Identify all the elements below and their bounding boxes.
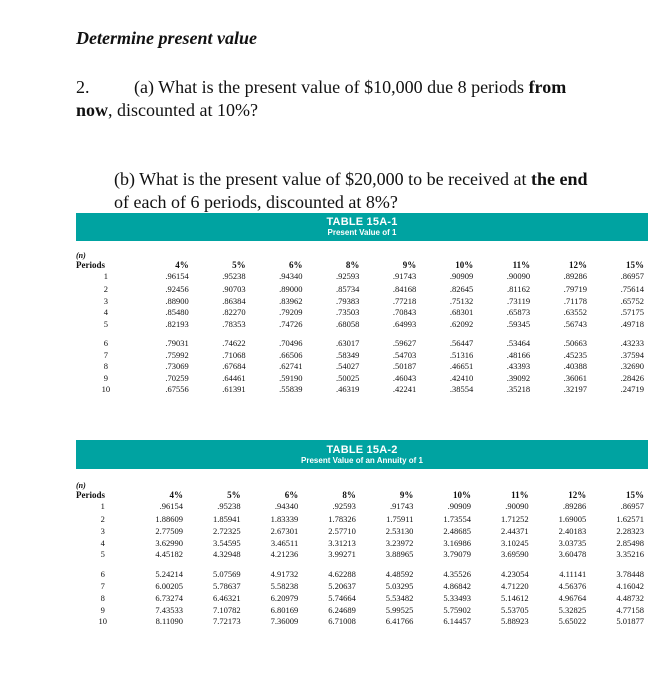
part-b-suffix: of each of 6 periods, discounted at 8%? (114, 192, 398, 212)
value-cell: 3.78448 (616, 569, 644, 580)
table1-grid (76, 251, 648, 396)
value-cell: 6.24689 (328, 604, 356, 615)
periods-label: Periods (76, 260, 105, 270)
table-row (76, 581, 648, 593)
value-cell: 1.71252 (501, 514, 529, 524)
value-cell: 5.20637 (328, 580, 356, 591)
period-cell: 1 (100, 501, 105, 512)
value-cell: .62092 (449, 318, 474, 329)
value-cell: 2.40183 (558, 525, 587, 536)
value-cell: .57175 (620, 307, 644, 317)
rate-column-header: 15% (626, 260, 644, 270)
value-cell: 3.69590 (501, 549, 529, 560)
value-cell: .79031 (165, 338, 189, 348)
value-cell: 1.78326 (328, 514, 356, 524)
part-b-prefix: (b) What is the present value of $20,000 to be received at (114, 169, 527, 189)
value-cell: .74726 (279, 318, 303, 329)
period-cell: 6 (100, 569, 105, 580)
table2-title: TABLE 15A-2 (326, 444, 398, 456)
value-cell: 6.80169 (270, 604, 299, 615)
rate-column-header: 4% (175, 260, 189, 270)
value-cell: .59345 (506, 318, 531, 329)
value-cell: .51316 (449, 349, 474, 360)
value-cell: .42241 (392, 384, 417, 394)
period-cell: 2 (100, 514, 105, 524)
value-cell: 1.75911 (386, 514, 414, 524)
value-cell: .86384 (222, 295, 246, 306)
value-cell: 3.54595 (212, 537, 241, 548)
table-row (76, 296, 648, 308)
value-cell: .63017 (336, 338, 360, 348)
value-cell: .32690 (620, 361, 644, 371)
value-cell: .73119 (507, 295, 531, 306)
value-cell: .95238 (217, 501, 241, 512)
rate-column-header: 15% (626, 490, 644, 500)
value-cell: 3.23972 (385, 537, 414, 548)
rate-column-header: 11% (512, 260, 531, 270)
value-cell: .59627 (392, 338, 417, 348)
value-cell: .68301 (449, 307, 474, 317)
table-row (76, 384, 648, 396)
value-cell: .77218 (392, 295, 417, 306)
value-cell: .92593 (332, 501, 356, 512)
value-cell: .28426 (620, 372, 644, 383)
table-row (76, 526, 648, 538)
rate-column-header: 5% (232, 260, 246, 270)
value-cell: 4.71220 (501, 580, 529, 591)
value-cell: .94340 (274, 501, 299, 512)
table2-header-row (76, 481, 648, 500)
value-cell: 4.48732 (616, 592, 644, 603)
period-cell: 5 (103, 318, 109, 329)
period-cell: 7 (100, 580, 105, 591)
period-cell: 9 (100, 604, 105, 615)
value-cell: .71178 (563, 295, 587, 306)
value-cell: .90090 (506, 271, 531, 282)
table2-title-bar (76, 440, 648, 469)
table1-header-row (76, 251, 648, 270)
value-cell: .81162 (507, 284, 531, 294)
value-cell: 6.46321 (212, 592, 241, 603)
table1-title-bar (76, 213, 648, 241)
question-number: 2. (76, 77, 90, 97)
value-cell: .58349 (336, 349, 360, 360)
value-cell: .82645 (449, 284, 474, 294)
value-cell: .46651 (449, 361, 474, 371)
value-cell: .79383 (336, 295, 360, 306)
value-cell: .63552 (563, 307, 587, 317)
table-row (76, 330, 648, 350)
value-cell: .94340 (279, 271, 303, 282)
value-cell: .66506 (279, 349, 303, 360)
value-cell: .55839 (279, 384, 303, 394)
value-cell: 3.03735 (558, 537, 587, 548)
value-cell: .37594 (620, 349, 644, 360)
value-cell: 7.10782 (212, 604, 241, 615)
value-cell: 4.56376 (558, 580, 587, 591)
value-cell: .73069 (165, 361, 189, 371)
value-cell: .75992 (165, 349, 189, 360)
value-cell: .54027 (336, 361, 360, 371)
value-cell: .56447 (449, 338, 474, 348)
value-cell: .68058 (336, 318, 360, 329)
value-cell: 6.73274 (155, 592, 183, 603)
value-cell: 5.24214 (155, 569, 183, 580)
value-cell: 5.07569 (212, 569, 241, 580)
table-row (76, 500, 648, 514)
value-cell: 5.14612 (501, 592, 529, 603)
value-cell: .82270 (222, 307, 246, 317)
value-cell: 4.21236 (270, 549, 299, 560)
value-cell: .43393 (506, 361, 531, 371)
table-row (76, 514, 648, 526)
value-cell: .79209 (279, 307, 303, 317)
value-cell: .67556 (165, 384, 189, 394)
period-cell: 3 (100, 525, 105, 536)
value-cell: .65873 (506, 307, 531, 317)
value-cell: 5.74664 (328, 592, 356, 603)
period-cell: 9 (103, 372, 109, 383)
value-cell: .89286 (563, 271, 587, 282)
table-row (76, 319, 648, 331)
value-cell: .70843 (392, 307, 417, 317)
value-cell: 4.96764 (558, 592, 587, 603)
table-row (76, 270, 648, 284)
value-cell: 5.75902 (443, 604, 472, 615)
value-cell: 5.65022 (558, 616, 587, 627)
value-cell: 5.53705 (501, 604, 529, 615)
value-cell: 2.72325 (212, 525, 241, 536)
rate-column-header: 6% (289, 260, 303, 270)
value-cell: 7.72173 (212, 616, 241, 627)
value-cell: .84168 (392, 284, 417, 294)
rate-column-header: 8% (345, 260, 360, 270)
table-row (76, 284, 648, 296)
value-cell: .92593 (336, 271, 360, 282)
value-cell: .56743 (563, 318, 587, 329)
value-cell: 3.10245 (501, 537, 529, 548)
periods-header (76, 251, 136, 270)
value-cell: 6.41766 (385, 616, 414, 627)
period-cell: 10 (98, 616, 107, 627)
value-cell: 4.48592 (385, 569, 414, 580)
value-cell: 3.60478 (558, 549, 587, 560)
value-cell: .50663 (563, 338, 587, 348)
table-row (76, 549, 648, 561)
value-cell: .96154 (165, 271, 189, 282)
question-part-a (76, 76, 596, 122)
value-cell: 3.99271 (328, 549, 356, 560)
value-cell: 3.35216 (616, 549, 644, 560)
rate-column-header: 9% (399, 490, 414, 500)
value-cell: 4.32948 (212, 549, 241, 560)
value-cell: .46043 (392, 372, 417, 383)
value-cell: 5.01877 (616, 616, 644, 627)
value-cell: .71068 (222, 349, 246, 360)
value-cell: .54703 (392, 349, 417, 360)
value-cell: .73503 (336, 307, 360, 317)
value-cell: 2.53130 (385, 525, 414, 536)
value-cell: .46319 (336, 384, 360, 394)
periods-header (76, 481, 129, 500)
rate-column-header: 6% (284, 490, 299, 500)
value-cell: .38554 (449, 384, 474, 394)
value-cell: 2.77509 (155, 525, 183, 536)
rate-column-header: 10% (453, 490, 472, 500)
table1-subtitle: Present Value of 1 (327, 228, 397, 237)
value-cell: .90090 (505, 501, 529, 512)
value-cell: 7.36009 (270, 616, 299, 627)
value-cell: 8.11090 (155, 616, 183, 627)
value-cell: .42410 (449, 372, 474, 383)
value-cell: .35218 (506, 384, 531, 394)
page-heading: Determine present value (76, 28, 257, 48)
rate-column-header: 12% (568, 490, 587, 500)
value-cell: .49718 (620, 318, 644, 329)
periods-n-label: (n) (76, 251, 86, 260)
value-cell: .85734 (336, 284, 360, 294)
value-cell: .62741 (279, 361, 303, 371)
period-cell: 2 (103, 284, 109, 294)
table-present-value-of-1 (76, 213, 648, 396)
value-cell: .85480 (165, 307, 189, 317)
value-cell: .64993 (392, 318, 417, 329)
table-row (76, 616, 648, 628)
value-cell: .43233 (620, 338, 644, 348)
part-b-bold: the end (531, 169, 588, 189)
period-cell: 8 (103, 361, 109, 371)
value-cell: .86957 (620, 271, 644, 282)
value-cell: .50025 (336, 372, 360, 383)
value-cell: 4.86842 (443, 580, 472, 591)
value-cell: 6.71008 (328, 616, 356, 627)
value-cell: .91743 (392, 271, 417, 282)
value-cell: .96154 (159, 501, 183, 512)
period-cell: 7 (103, 349, 109, 360)
table-row (76, 350, 648, 362)
value-cell: 3.62990 (155, 537, 183, 548)
rate-column-header: 8% (342, 490, 356, 500)
table-row (76, 561, 648, 581)
value-cell: .82193 (165, 318, 189, 329)
value-cell: .89000 (279, 284, 303, 294)
value-cell: .88900 (165, 295, 189, 306)
value-cell: 3.31213 (328, 537, 356, 548)
question-part-b (114, 168, 594, 214)
value-cell: .67684 (222, 361, 246, 371)
value-cell: 5.88923 (501, 616, 529, 627)
period-cell: 4 (100, 537, 105, 548)
value-cell: .91743 (390, 501, 414, 512)
value-cell: .74622 (222, 338, 246, 348)
value-cell: 1.88609 (155, 514, 183, 524)
value-cell: 4.77158 (616, 604, 644, 615)
period-cell: 3 (103, 295, 109, 306)
rate-column-header: 10% (455, 260, 474, 270)
value-cell: .65752 (620, 295, 644, 306)
periods-n-label: (n) (76, 481, 86, 490)
value-cell: .45235 (563, 349, 587, 360)
value-cell: 5.33493 (443, 592, 472, 603)
value-cell: 5.53482 (385, 592, 414, 603)
part-a-bold: from now (76, 77, 567, 120)
table-present-value-annuity (76, 440, 648, 628)
table2-subtitle: Present Value of an Annuity of 1 (301, 456, 423, 465)
value-cell: 4.11141 (559, 569, 587, 580)
value-cell: 2.44371 (501, 525, 529, 536)
rate-column-header: 9% (402, 260, 417, 270)
value-cell: .83962 (279, 295, 303, 306)
value-cell: 5.32825 (558, 604, 587, 615)
value-cell: 7.43533 (155, 604, 183, 615)
value-cell: .48166 (506, 349, 531, 360)
table1-title: TABLE 15A-1 (326, 216, 398, 228)
value-cell: .39092 (506, 372, 531, 383)
value-cell: .24719 (620, 384, 644, 394)
value-cell: .75614 (620, 284, 644, 294)
value-cell: .59190 (279, 372, 303, 383)
value-cell: 1.62571 (616, 514, 644, 524)
period-cell: 5 (100, 549, 105, 560)
value-cell: .90909 (447, 501, 472, 512)
value-cell: .90703 (222, 284, 246, 294)
period-cell: 1 (103, 271, 109, 282)
value-cell: 6.14457 (443, 616, 472, 627)
period-cell: 6 (103, 338, 109, 348)
rate-column-header: 4% (169, 490, 183, 500)
value-cell: .95238 (222, 271, 246, 282)
value-cell: .70259 (165, 372, 189, 383)
table-row (76, 307, 648, 319)
value-cell: 4.16042 (616, 580, 644, 591)
value-cell: .78353 (222, 318, 246, 329)
value-cell: 5.78637 (212, 580, 241, 591)
value-cell: 2.57710 (328, 525, 356, 536)
table2-grid (76, 481, 648, 628)
value-cell: 5.99525 (385, 604, 414, 615)
value-cell: .89286 (562, 501, 587, 512)
value-cell: 2.85498 (616, 537, 644, 548)
period-cell: 8 (100, 592, 105, 603)
value-cell: .86957 (620, 501, 644, 512)
value-cell: 1.69005 (558, 514, 587, 524)
value-cell: .75132 (449, 295, 474, 306)
value-cell: 6.20979 (270, 592, 299, 603)
value-cell: 1.83339 (270, 514, 299, 524)
value-cell: .40388 (563, 361, 587, 371)
value-cell: 4.62288 (328, 569, 356, 580)
value-cell: .64461 (222, 372, 246, 383)
value-cell: .61391 (222, 384, 246, 394)
value-cell: 3.16986 (443, 537, 472, 548)
table-row (76, 361, 648, 373)
value-cell: 3.79079 (443, 549, 472, 560)
value-cell: 3.46511 (270, 537, 299, 548)
rate-column-header: 11% (511, 490, 529, 500)
rate-column-header: 5% (227, 490, 241, 500)
table-row (76, 605, 648, 617)
value-cell: 1.85941 (212, 514, 241, 524)
value-cell: 5.58238 (270, 580, 299, 591)
value-cell: .50187 (392, 361, 417, 371)
part-a-suffix: , discounted at 10%? (108, 100, 258, 120)
period-cell: 4 (103, 307, 109, 317)
table-row (76, 373, 648, 385)
value-cell: 2.28323 (616, 525, 644, 536)
value-cell: 2.67301 (270, 525, 299, 536)
value-cell: 2.48685 (443, 525, 472, 536)
value-cell: .32197 (563, 384, 587, 394)
value-cell: 1.73554 (443, 514, 472, 524)
value-cell: .53464 (506, 338, 531, 348)
value-cell: 5.03295 (385, 580, 414, 591)
period-cell: 10 (101, 384, 111, 394)
table-row (76, 593, 648, 605)
value-cell: .79719 (563, 284, 587, 294)
value-cell: 4.45182 (155, 549, 183, 560)
value-cell: .36061 (563, 372, 587, 383)
value-cell: 6.00205 (155, 580, 183, 591)
value-cell: .92456 (165, 284, 189, 294)
value-cell: 3.88965 (385, 549, 414, 560)
part-a-prefix: (a) What is the present value of $10,000 due 8 periods (134, 77, 525, 97)
value-cell: 4.35526 (443, 569, 472, 580)
value-cell: 4.23054 (501, 569, 529, 580)
rate-column-header: 12% (568, 260, 587, 270)
table-row (76, 538, 648, 550)
periods-label: Periods (76, 490, 105, 500)
value-cell: .70496 (279, 338, 303, 348)
value-cell: .90909 (449, 271, 474, 282)
value-cell: 4.91732 (270, 569, 299, 580)
